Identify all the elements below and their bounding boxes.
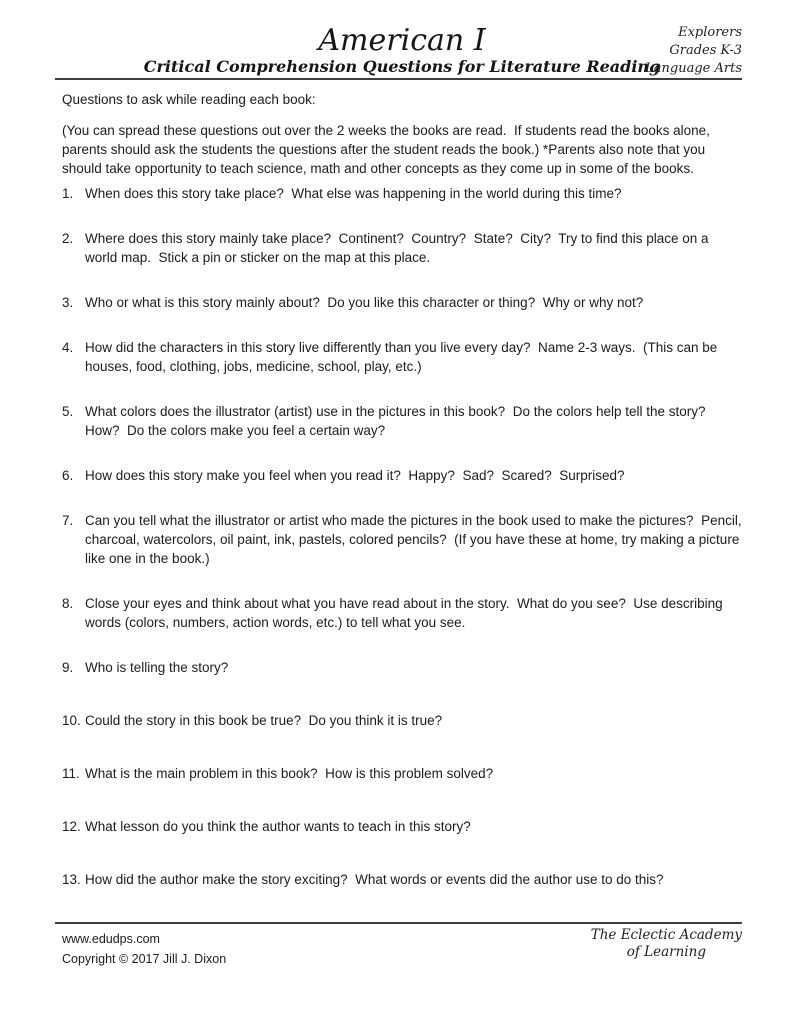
question-text: How does this story make you feel when you read it? Happy? Sad? Scared? Surprised?	[85, 468, 625, 483]
question-text: What lesson do you think the author wants to teach in this story?	[85, 819, 471, 834]
question-list	[62, 184, 746, 889]
question-item	[62, 338, 742, 376]
page-title: American I	[318, 23, 486, 58]
document-footer	[55, 922, 742, 969]
grade-range: Grades K-3	[669, 43, 742, 58]
question-number: 3.	[62, 295, 74, 310]
organization-line1: The Eclectic Academy	[590, 927, 742, 943]
intro-lead: Questions to ask while reading each book:	[62, 92, 316, 107]
question-item	[62, 594, 742, 632]
question-number: 9.	[62, 660, 74, 675]
question-number: 1.	[62, 186, 74, 201]
question-item	[62, 466, 742, 485]
question-number: 13.	[62, 872, 81, 887]
question-text: What colors does the illustrator (artist) use in the pictures in this book? Do the colors help tell the story? How? Do the colors make you feel a certain way?	[85, 404, 714, 438]
program-name: Explorers	[678, 25, 742, 40]
question-item	[62, 658, 742, 677]
document-header	[55, 24, 742, 80]
question-number: 4.	[62, 340, 74, 355]
question-item	[62, 870, 742, 889]
question-number: 11.	[62, 766, 80, 781]
question-text: How did the author make the story exciting? What words or events did the author use to do this?	[85, 872, 664, 887]
question-text: Where does this story mainly take place? Continent? Country? State? City? Try to find this place on a world map. Stick a pin or sticker on the map at this place.	[85, 231, 713, 265]
question-text: How did the characters in this story live differently than you live every day? Name 2-3 ways. (This can be houses, food, clothing, jobs, medicine, school, play, etc.)	[85, 340, 722, 374]
question-item	[62, 711, 742, 730]
question-text: Could the story in this book be true? Do you think it is true?	[85, 713, 443, 728]
copyright-notice: Copyright © 2017 Jill J. Dixon	[62, 952, 227, 966]
question-item	[62, 511, 746, 568]
question-text: What is the main problem in this book? How is this problem solved?	[85, 766, 494, 781]
question-item	[62, 293, 742, 312]
question-number: 5.	[62, 404, 74, 419]
question-text: Close your eyes and think about what you have read about in the story. What do you see? Use describing words (colors, numbers, action words, etc.) to tell what you see.	[85, 596, 727, 630]
question-number: 2.	[62, 231, 74, 246]
intro-note: (You can spread these questions out over the 2 weeks the books are read. If students read the books alone, parents should ask the students the questions after the student reads the book.) *Parents also note that you should take opportunity to teach science, math and other concepts as they come up in some of the books.	[62, 123, 714, 176]
question-item	[62, 402, 742, 440]
question-item	[62, 817, 742, 836]
question-text: When does this story take place? What else was happening in the world during this time?	[85, 186, 622, 201]
question-number: 10.	[62, 713, 81, 728]
page-subtitle: Critical Comprehension Questions for Literature Reading	[143, 57, 661, 76]
question-item	[62, 184, 742, 203]
question-number: 12.	[62, 819, 81, 834]
question-number: 8.	[62, 596, 74, 611]
organization-name	[591, 927, 742, 961]
organization-line2: of Learning	[626, 944, 706, 960]
question-item	[62, 764, 742, 783]
header-meta-block	[645, 24, 742, 78]
question-text: Can you tell what the illustrator or artist who made the pictures in the book used to make the pictures? Pencil, charcoal, watercolors, oil paint, ink, pastels, colored pencils? (If you have these at home, try making a picture like one in the book.)	[85, 513, 746, 566]
question-number: 7.	[62, 513, 74, 528]
question-text: Who or what is this story mainly about? Do you like this character or thing? Why or why not?	[85, 295, 644, 310]
question-number: 6.	[62, 468, 74, 483]
subject-name: Language Arts	[645, 61, 742, 76]
question-item	[62, 229, 742, 267]
website-url: www.edudps.com	[62, 932, 160, 946]
question-text: Who is telling the story?	[85, 660, 229, 675]
